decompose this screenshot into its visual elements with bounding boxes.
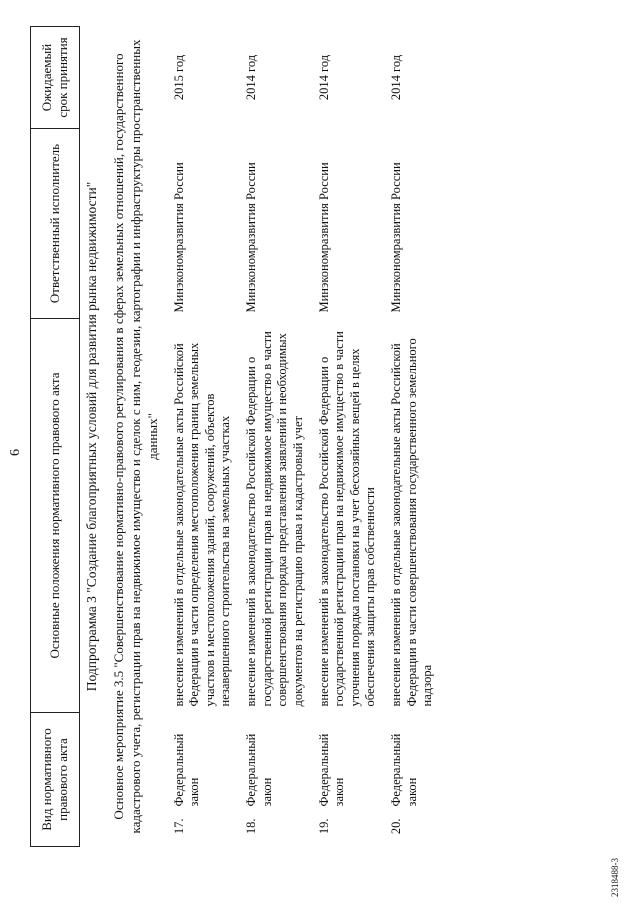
header-provisions: Основные положения нормативного правового акта <box>31 319 80 713</box>
act-provisions: внесение изменений в отдельные законодательные акты Российской Федерации в части совершенствования государственного земельного надзора <box>389 338 435 707</box>
act-executor: Минэкономразвития России <box>171 162 186 313</box>
row-number: 18. <box>244 818 259 835</box>
subprogram-title: Подпрограмма 3 "Создание благоприятных условий для развития рынка недвижимости" <box>84 181 99 692</box>
act-provisions: внесение изменений в законодательство Российской Федерации о государственной регистрации прав на недвижимое имущество в части уточнения порядка постановки на учет бесхозяйных вещей в целях обеспечения защиты прав собственности <box>316 331 378 707</box>
header-act-type: Вид нормативного правового акта <box>31 713 80 847</box>
act-type: Федеральный закон <box>316 733 347 807</box>
act-deadline: 2014 год <box>389 54 404 101</box>
measure-row <box>107 27 168 847</box>
table-row <box>240 27 313 847</box>
act-executor: Минэкономразвития России <box>244 162 259 313</box>
row-number: 19. <box>316 818 331 835</box>
legal-acts-table <box>30 26 442 847</box>
act-type: Федеральный закон <box>171 733 202 807</box>
act-type: Федеральный закон <box>244 733 274 807</box>
act-deadline: 2015 год <box>171 54 186 101</box>
act-deadline: 2014 год <box>316 54 331 101</box>
measure-title: Основное мероприятие 3.5 "Совершенствование нормативно-правового регулирования в сферах земельных отношений, государственного кадастрового учета, регистрации прав на недвижимое имущество и сделок с ним, геодезии, картографии и инфраструктуры пространственных данных" <box>110 39 160 834</box>
subprogram-row <box>80 27 107 847</box>
header-deadline: Ожидаемый срок принятия <box>31 27 80 129</box>
header-executor: Ответственный исполнитель <box>31 129 80 319</box>
act-type: Федеральный закон <box>389 733 419 807</box>
table-row <box>385 27 442 847</box>
act-deadline: 2014 год <box>244 54 259 101</box>
table-header-row <box>31 27 80 847</box>
row-number: 17. <box>171 818 186 835</box>
act-provisions: внесение изменений в законодательство Российской Федерации о государственной регистрации прав на недвижимое имущество в части совершенствования порядка представления заявлений и необходимых документов на регистрацию права и кадастровый учет <box>244 331 305 707</box>
document-id: 2318488-3 <box>610 858 620 897</box>
table-row <box>313 27 386 847</box>
page-number: 6 <box>8 449 23 456</box>
act-executor: Минэкономразвития России <box>389 162 404 313</box>
table-row <box>168 27 241 847</box>
row-number: 20. <box>389 818 404 835</box>
act-executor: Минэкономразвития России <box>316 162 331 313</box>
act-provisions: внесение изменений в отдельные законодательные акты Российской Федерации в части определения местоположения границ земельных участков и местоположения зданий, сооружений, объектов незавершенного строительства на земельных участках <box>171 342 233 707</box>
